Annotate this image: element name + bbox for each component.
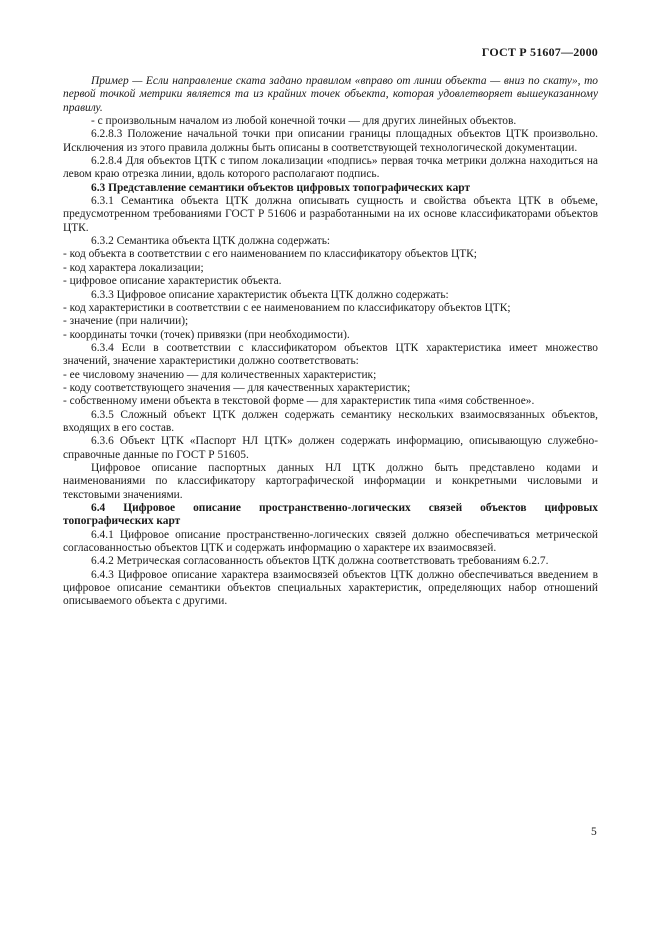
body-text	[63, 75, 598, 609]
list-item: - значение (при наличии);	[63, 315, 189, 328]
paragraph: 6.3.1 Семантика объекта ЦТК должна описывать сущность и свойства объекта ЦТК в объеме, предусмотренном требованиями ГОСТ Р 51606 и разработанными на их основе классификаторами объектов ЦТК.	[63, 195, 598, 234]
paragraph: 6.3.2 Семантика объекта ЦТК должна содержать:	[91, 235, 331, 248]
paragraph: 6.3.5 Сложный объект ЦТК должен содержать семантику нескольких взаимосвязанных объектов, входящих в его состав.	[63, 408, 598, 434]
paragraph: 6.3.4 Если в соответствии с классификатором объектов ЦТК характеристика имеет множество значений, значение характеристики должно соответствовать:	[63, 341, 598, 368]
list-item: - цифровое описание характеристик объекта.	[63, 275, 282, 288]
paragraph: 6.4.1 Цифровое описание пространственно-логических связей должно обеспечиваться метрической согласованностью объектов ЦТК и содержать информацию о характере их взаимосвязей.	[63, 528, 598, 555]
paragraph: 6.3.3 Цифровое описание характеристик объекта ЦТК должно содержать:	[91, 288, 449, 301]
list-item: - собственному имени объекта в текстовой форме — для характеристик типа «имя собственное».	[63, 395, 535, 408]
list-item: - координаты точки (точек) привязки (при необходимости).	[63, 328, 350, 341]
standard-code-header: ГОСТ Р 51607—2000	[481, 45, 598, 59]
section-heading: 6.4 Цифровое описание пространственно-логических связей объектов цифровых топографических карт	[63, 502, 598, 528]
list-item: - коду соответствующего значения — для качественных характеристик;	[63, 381, 411, 394]
paragraph: 6.4.3 Цифровое описание характера взаимосвязей объектов ЦТК должно обеспечиваться введением в цифровое описание семантики объектов специальных характеристик, определяющих набор отношений описываемого объекта с другими.	[63, 568, 598, 608]
list-item: - код характера локализации;	[63, 261, 204, 274]
page-number: 5	[591, 826, 597, 838]
paragraph: Цифровое описание паспортных данных НЛ ЦТК должно быть представлено кодами и наименованиями по классификатору картографической информации и конкретными числовыми и текстовыми значениями.	[63, 461, 598, 501]
paragraph: 6.2.8.4 Для объектов ЦТК с типом локализации «подпись» первая точка метрики должна находиться на левом краю отрезка линии, вдоль которого располагают подпись.	[63, 155, 598, 181]
list-item: - код объекта в соответствии с его наименованием по классификатору объектов ЦТК;	[63, 248, 477, 261]
paragraph: 6.4.2 Метрическая согласованность объектов ЦТК должна соответствовать требованиям 6.2.7.	[91, 555, 549, 568]
section-heading: 6.3 Представление семантики объектов цифровых топографических карт	[91, 181, 471, 194]
paragraph: 6.2.8.3 Положение начальной точки при описании границы площадных объектов ЦТК произвольно. Исключения из этого правила должны быть описаны в соответствующей технологической документации.	[63, 128, 598, 154]
paragraph: 6.3.6 Объект ЦТК «Паспорт НЛ ЦТК» должен содержать информацию, описывающую служебно-справочные данные по ГОСТ Р 51605.	[63, 435, 598, 461]
paragraph: - с произвольным началом из любой конечной точки — для других линейных объектов.	[91, 115, 517, 128]
list-item: - код характеристики в соответствии с ее наименованием по классификатору объектов ЦТК;	[63, 301, 511, 314]
list-item: - ее числовому значению — для количественных характеристик;	[63, 368, 377, 381]
paragraph: Пример — Если направление ската задано правилом «вправо от линии объекта — вниз по скату», то первой точкой метрики является та из крайних точек объекта, которая удовлетворяет вышеуказанному правилу.	[63, 75, 598, 114]
